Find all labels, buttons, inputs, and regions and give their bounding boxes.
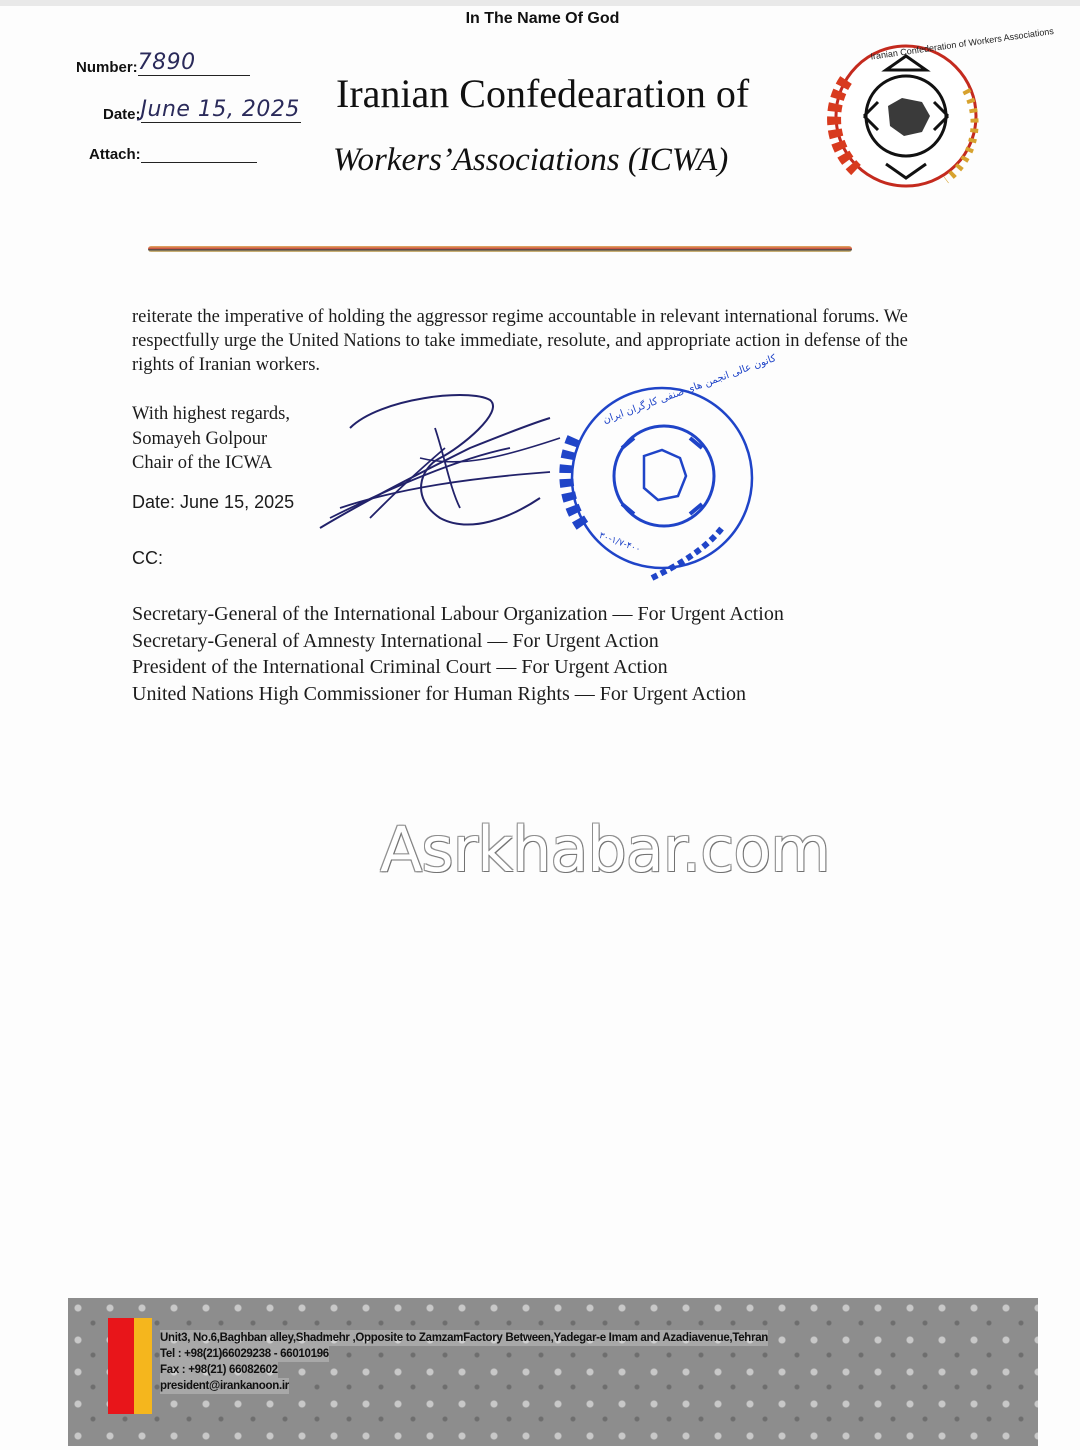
number-value: 7890 [137, 50, 196, 75]
cc-recipient-list [132, 601, 784, 707]
footer-contact [160, 1330, 768, 1394]
footer-fax: Fax : +98(21) 66082602 [160, 1364, 278, 1376]
cc-recipient: Secretary-General of Amnesty International — For Urgent Action [132, 629, 659, 652]
signer-name: Somayeh Golpour [132, 428, 268, 449]
stamp-number: ۳۰-۱/۷-۴۰۰ [597, 530, 642, 556]
cc-recipient: Secretary-General of the International Labour Organization — For Urgent Action [132, 603, 784, 625]
footer-tel: Tel : +98(21)66029238 - 66010196 [160, 1348, 329, 1360]
attach-label: Attach: [89, 146, 141, 163]
official-stamp [562, 378, 762, 588]
date-field [103, 97, 301, 123]
cc-recipient: President of the International Criminal Court — For Urgent Action [132, 656, 668, 678]
page-edge [0, 0, 1080, 6]
date-value: June 15, 2025 [140, 97, 300, 122]
org-name-line1: Iranian Confedearation of [336, 71, 750, 116]
attach-field [89, 146, 257, 163]
footer-email: president@irankanoon.ir [160, 1380, 289, 1392]
number-label: Number: [76, 59, 138, 76]
letter-body-paragraph: reiterate the imperative of holding the aggressor regime accountable in relevant international forums. We respectfully urge the United Nations to take immediate, resolute, and appropriate action in defense of the rights of Iranian workers. [132, 307, 908, 375]
handwritten-signature [310, 388, 570, 538]
signer-title: Chair of the ICWA [132, 453, 273, 473]
site-watermark: Asrkhabar.com [380, 813, 830, 886]
closing-text: With highest regards, [132, 404, 291, 424]
logo-ring-text: Iranian Confederation of Workers Associations [869, 25, 1055, 62]
signature-block [132, 402, 290, 476]
signature-date: Date: June 15, 2025 [132, 492, 295, 512]
cc-recipient: United Nations High Commissioner for Human Rights — For Urgent Action [132, 682, 747, 705]
date-label: Date: [103, 106, 141, 123]
basmala-heading: In The Name Of God [465, 10, 620, 27]
footer-address: Unit3, No.6,Baghban alley,Shadmehr ,Opposite to ZamzamFactory Between,Yadegar-e Imam and Azadiavenue,Tehran [160, 1332, 769, 1344]
icwa-logo [826, 40, 992, 192]
org-name-line2: Workers’Associations (ICWA) [333, 142, 729, 178]
cc-label: CC: [132, 548, 163, 568]
stamp-ring-text: کانون عالی انجمن های صنفی کارگران ایران [601, 352, 778, 427]
number-field [76, 50, 250, 76]
header-divider [148, 246, 852, 252]
flag-stripe [108, 1318, 152, 1414]
